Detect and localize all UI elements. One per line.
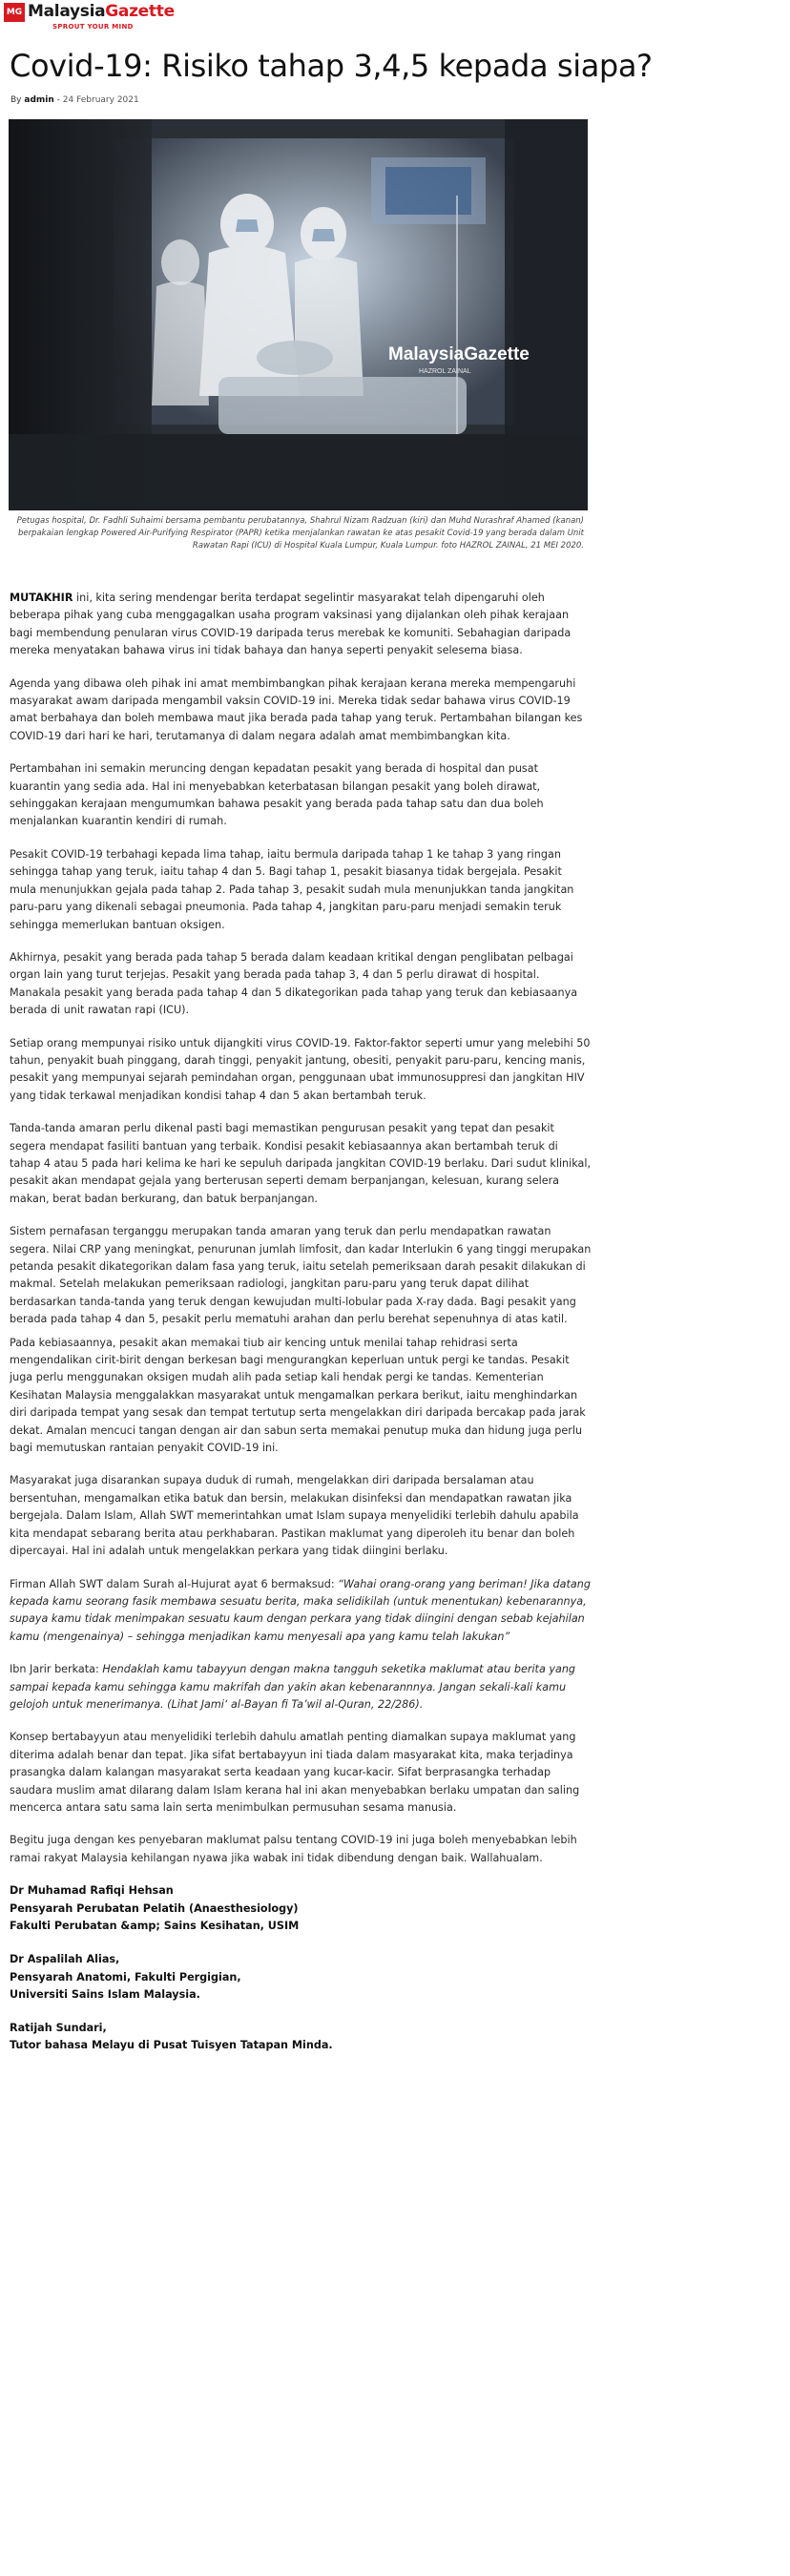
byline-prefix: By [10, 95, 22, 105]
logo-mark: MG [4, 3, 25, 22]
image-caption: Petugas hospital, Dr. Fadhli Suhaimi bersama pembantu perubatannya, Shahrul Nizam Radzuan (kiri) dan Muhd Nurashraf Ahamed (kanan) berpakaian lengkap Powered Air-Purifying Respirator (PAPR) ketika menjalankan rawatan ke atas pesakit Covid-19 yang berada dalam Unit Rawatan Rapi (ICU) di Hospital Kuala Lumpur, Kuala Lumpur. foto HAZROL ZAINAL, 21 MEI 2020. [16, 516, 584, 551]
logo-tagline: SPROUT YOUR MIND [52, 23, 134, 31]
paragraph: Pesakit COVID-19 terbahagi kepada lima tahap, iaitu bermula daripada tahap 1 ke tahap 3 yang ringan sehingga tahap yang teruk, iaitu tahap 4 dan 5. Bagi tahap 1, pesakit biasanya tidak bergejala. Pesakit mula menunjukkan gejala pada tahap 2. Pada tahap 3, pesakit sudah mula menunjukkan tanda jangkitan paru-paru yang dikenali sebagai pneumonia. Pada tahap 4, jangkitan paru-paru menjadi semakin teruk sehingga memerlukan bantuan oksigen. [10, 847, 574, 931]
site-header [0, 0, 790, 38]
lead-word: MUTAKHIR [10, 592, 73, 604]
publish-date: 24 February 2021 [62, 95, 139, 105]
site-logo[interactable] [4, 2, 175, 31]
paragraph: Konsep bertabayyun atau menyelidiki terlebih dahulu amatlah penting diamalkan supaya maklumat yang diterima adalah benar dan tepat. Jika sifat bertabayyun ini tiada dalam masyarakat kita, maka terjadinya prasangka dalam kalangan masyarakat serta keadaan yang kucar-kacir. Sifat berprasangka terhadap saudara muslim amat dilarang dalam Islam kerana hal ini akan menyebabkan berlaku umpatan dan saling mencerca antara satu sama lain serta menimbulkan permusuhan sesama manusia. [10, 1731, 580, 1814]
paragraph: Pertambahan ini semakin meruncing dengan kepadatan pesakit yang berada di hospital dan pusat kuarantin yang sedia ada. Hal ini menyebabkan keterbatasan bilangan pesakit yang boleh dirawat, sehinggakan kerajaan mengumumkan bahawa pesakit yang berada pada tahap satu dan dua boleh menjalankan kuarantin kendiri di rumah. [10, 762, 544, 828]
paragraph: Sistem pernafasan terganggu merupakan tanda amaran yang teruk dan perlu mendapatkan rawatan segera. Nilai CRP yang meningkat, penurunan jumlah limfosit, dan kadar Interlukin 6 yang tinggi merupakan petanda pesakit dikategorikan dalam fasa yang teruk, iaitu setelah pemeriksaan darah pesakit dilakukan di makmal. Setelah melakukan pemeriksaan radiologi, jangkitan paru-paru yang teruk dapat dilihat berdasarkan tanda-tanda yang teruk dengan kewujudan multi-lobular pada X-ray dada. Bagi pesakit yang berada pada tahap 4 dan 5, pesakit perlu mematuhi arahan dan perlu berehat sepenuhnya di atas katil. [10, 1225, 592, 1326]
author-signature: Ratijah Sundari, Tutor bahasa Melayu di Pusat Tuisyen Tatapan Minda. [10, 2021, 333, 2052]
logo-name: MalaysiaGazette [28, 2, 175, 21]
paragraph: Akhirnya, pesakit yang berada pada tahap 5 berada dalam keadaan kritikal dengan penglibatan pelbagai organ lain yang turut terjejas. Pesakit yang berada pada tahap 3, 4 dan 5 perlu dirawat di hospital. Manakala pesakit yang berada pada tahap 4 dan 5 dikategorikan pada tahap yang teruk dan kebiasaanya berada di unit rawatan rapi (ICU). [10, 950, 578, 1017]
hero-image [9, 119, 588, 510]
paragraph: Begitu juga dengan kes penyebaran maklumat palsu tentang COVID-19 ini juga boleh menyebabkan lebih ramai rakyat Malaysia kehilangan nyawa jika wabak ini tidak dibendung dengan baik. Wallahualam. [10, 1834, 577, 1864]
paragraph: Setiap orang mempunyai risiko untuk dijangkiti virus COVID-19. Faktor-faktor seperti umur yang melebihi 50 tahun, penyakit buah pinggang, darah tinggi, penyakit jantung, obesiti, penyakit paru-paru, kencing manis, pesakit yang mempunyai sejarah pemindahan organ, penggunaan ubat immunosuppresi dan jangkitan HIV yang tidak terkawal menjadikan kondisi tahap 4 dan 5 akan bertambah teruk. [10, 1036, 591, 1102]
photo-watermark: MalaysiaGazette [388, 344, 530, 364]
paragraph: MUTAKHIR ini, kita sering mendengar berita terdapat segelintir masyarakat telah dipengaruhi oleh beberapa pihak yang cuba menggagalkan usaha program vaksinasi yang dijalankan oleh pihak kerajaan bagi membendung penularan virus COVID-19 daripada terus merebak ke komuniti. Sebahagian daripada mereka menyatakan bahawa virus ini tidak bahaya dan hanya seperti penyakit selesema biasa. [10, 592, 572, 657]
photo-credit-watermark: HAZROL ZAINAL [419, 368, 471, 375]
ibn-jarir-quote-paragraph: Ibn Jarir berkata: Hendaklah kamu tabayyun dengan makna tangguh seketika maklumat atau berita yang sampai kepada kamu sehingga kamu makrifah dan yakin akan kebenarannnya. Jangan sekali-kali kamu gelojoh untuk menerimanya. (Lihat Jami‘ al-Bayan fi Ta’wil al-Quran, 22/286). [10, 1663, 576, 1711]
author-signature: Dr Aspalilah Alias, Pensyarah Anatomi, Fakulti Pergigian, Universiti Sains Islam Malaysia. [10, 1952, 241, 2002]
quran-quote-paragraph: Firman Allah SWT dalam Surah al-Hujurat ayat 6 bermaksud: “Wahai orang-orang yang beriman! Jika datang kepada kamu seorang fasik membawa sesuatu berita, maka selidikilah (untuk menentukan) kebenarannya, supaya kamu tidak menimpakan sesuatu kaum dengan perkara yang tidak diingini dengan sebab kejahilan kamu (mengenainya) – sehingga menjadikan kamu menyesali apa yang kamu telah lakukan” [10, 1577, 591, 1643]
paragraph: Pada kebiasaannya, pesakit akan memakai tiub air kencing untuk menilai tahap rehidrasi serta mengendalikan cirit-birit dengan berkesan bagi mengurangkan keperluan untuk pergi ke tandas. Pesakit juga perlu menggunakan oksigen mudah alih pada setiap kali hendak pergi ke tandas. Kementerian Kesihatan Malaysia menggalakkan masyarakat untuk mengamalkan perkara berikut, iaitu menghindarkan diri daripada tempat yang sesak dan tempat tertutup serta mengelakkan diri daripada bercakap pada jarak dekat. Amalan mencuci tangan dengan air dan sabun serta memakai penutup muka dan hidung juga perlu bagi memutuskan rantaian penyakit COVID-19 ini. [10, 1336, 586, 1455]
article-meta: By admin - 24 February 2021 [10, 95, 139, 105]
paragraph: Masyarakat juga disarankan supaya duduk di rumah, mengelakkan diri daripada bersalaman atau bersentuhan, mengamalkan etika batuk dan bersin, melakukan disinfeksi dan mendapatkan rawatan jika bergejala. Dalam Islam, Allah SWT memerintahkan umat Islam supaya menyelidiki terlebih dahulu apabila kita mendapat sebarang berita atau perkhabaran. Pastikan maklumat yang diperoleh itu benar dan boleh dipercayai. Hal ini adalah untuk mengelakkan perkara yang tidak diingini berlaku. [10, 1474, 579, 1558]
paragraph: Tanda-tanda amaran perlu dikenal pasti bagi memastikan pengurusan pesakit yang tepat dan pesakit segera mendapat fasiliti bantuan yang terbaik. Kondisi pesakit kebiasaannya akan bertambah teruk di tahap 4 atau 5 pada hari kelima ke hari ke sepuluh daripada jangkitan COVID-19 berlaku. Dari sudut klinikal, pesakit akan mendapat gejala yang berterusan seperti demam berpanjangan, kelesuan, kurang selera makan, berat badan berkurang, dan batuk berpanjangan. [10, 1122, 592, 1205]
author-link[interactable]: admin [24, 95, 54, 105]
article-body [10, 590, 592, 2070]
article-title: Covid-19: Risiko tahap 3,4,5 kepada siapa? [10, 48, 653, 84]
paragraph: Agenda yang dibawa oleh pihak ini amat membimbangkan pihak kerajaan kerana mereka mempengaruhi masyarakat awam daripada mengambil vaksin COVID-19 ini. Mereka tidak sedar bahawa virus COVID-19 amat berbahaya dan boleh membawa maut jika berada pada tahap yang teruk. Pertambahan bilangan kes COVID-19 dari hari ke hari, terutamanya di dalam negara adalah amat membimbangkan kita. [10, 676, 583, 742]
hospital-icu-photo [9, 119, 588, 510]
author-signature: Dr Muhamad Rafiqi Hehsan Pensyarah Perubatan Pelatih (Anaesthesiology) Fakulti Perubatan &amp; Sains Kesihatan, USIM [10, 1884, 300, 1933]
